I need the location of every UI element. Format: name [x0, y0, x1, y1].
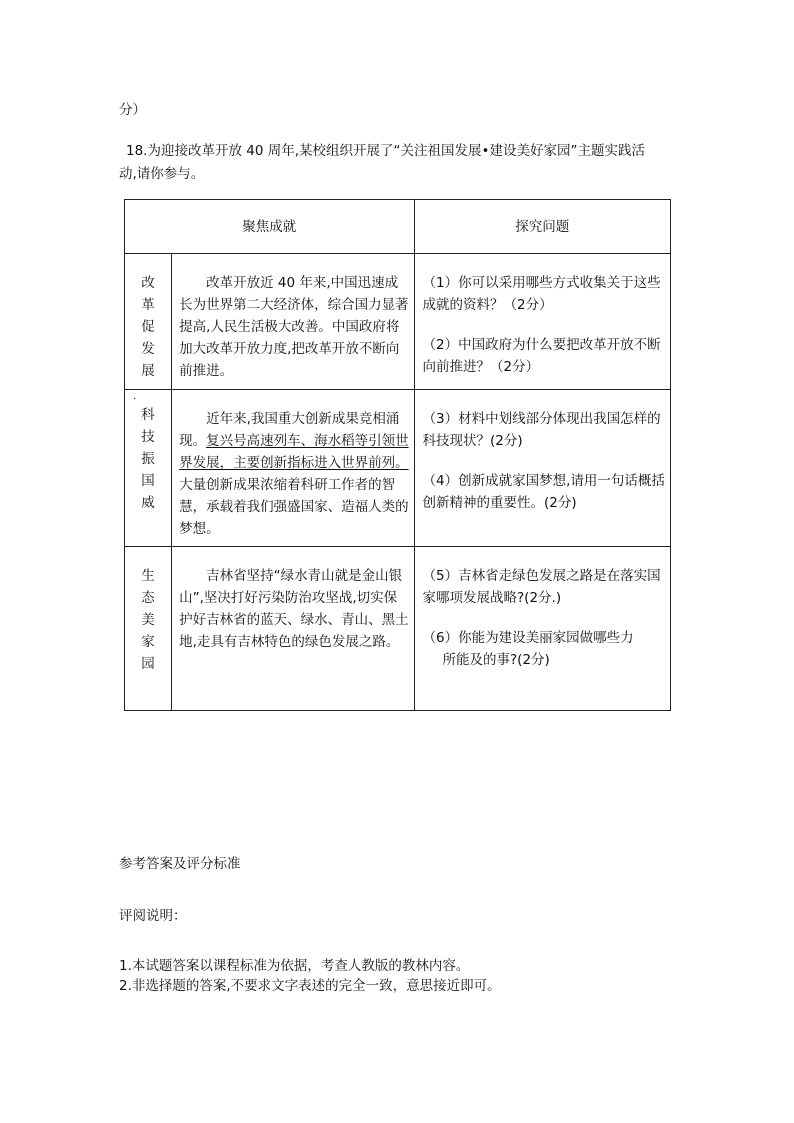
theme-label: 改革促发展: [141, 275, 155, 379]
question-3: （3）材料中划线部分体现出我国怎样的科技现状？(2分): [422, 411, 661, 449]
question-1: （1）你可以采用哪些方式收集关于这些成就的资料？（2分）: [422, 275, 661, 313]
grading-note-item: 2.非选择题的答案,不要求文字表述的完全一致，意思接近即可。: [119, 978, 501, 994]
theme-cell: [125, 254, 172, 390]
question-18-stem: [119, 140, 689, 186]
question-4: （4）创新成就家国梦想,请用一句话概括创新精神的重要性。(2分): [422, 473, 665, 511]
material-cell: [172, 390, 414, 547]
material-pre: 近年来,我国重大创新成果竞相涌现。: [179, 411, 400, 449]
material-underlined: 复兴号高速列车、海水稻等引领世界发展，主要创新指标进入世界前列。: [179, 433, 409, 471]
questions-cell: [414, 254, 670, 390]
answer-section-title: 参考答案及评分标准: [119, 856, 241, 872]
activity-table: [124, 199, 671, 711]
table-row: [125, 547, 671, 711]
question-6-cont: 所能及的事?(2分): [442, 652, 550, 668]
header-achievements: 聚焦成就: [125, 200, 415, 254]
theme-cell: [125, 390, 172, 547]
theme-dot: .: [133, 391, 137, 402]
question-5: （5）吉林省走绿色发展之路是在落实国家哪项发展战略?(2分.): [422, 568, 661, 606]
table-header-row: [125, 200, 671, 254]
material-text: [179, 408, 409, 540]
question-18-line1: 18.为迎接改革开放 40 周年,某校组织开展了“关注祖国发展•建设美好家园”主题实践活: [126, 143, 645, 159]
theme-cell: [125, 547, 172, 711]
grading-note-item: 1.本试题答案以课程标准为依据，考查人教版的教林内容。: [119, 958, 470, 974]
table-row: [125, 254, 671, 390]
questions-cell: [414, 547, 670, 711]
question-18-line2: 动,请你参与。: [119, 166, 205, 182]
material-post: 大量创新成果浓缩着科研工作者的智慧，承载着我们强盛国家、造福人类的梦想。: [179, 477, 409, 537]
material-text: 吉林省坚持“绿水青山就是金山银山”,坚决打好污染防治攻坚战,切实保护好吉林省的蓝天、绿水、青山、黑土地,走具有吉林特色的绿色发展之路。: [179, 568, 409, 650]
header-questions: 探究问题: [414, 200, 670, 254]
theme-label: 生态美家园: [141, 568, 155, 672]
questions-cell: [414, 390, 670, 547]
grading-note-label: 评阅说明：: [119, 908, 187, 924]
previous-question-tail: 分）: [119, 102, 146, 118]
material-cell: [172, 547, 414, 711]
material-cell: [172, 254, 414, 390]
question-2: （2）中国政府为什么要把改革开放不断向前推进？（2分）: [422, 337, 661, 375]
material-text: 改革开放近 40 年来,中国迅速成长为世界第二大经济体，综合国力显著提高,人民生活极大改善。中国政府将加大改革开放力度,把改革开放不断向前推进。: [179, 275, 409, 379]
theme-label: 科技振国威: [141, 407, 155, 511]
question-6: （6）你能为建设美丽家园做哪些力: [422, 630, 634, 646]
table-row: [125, 390, 671, 547]
